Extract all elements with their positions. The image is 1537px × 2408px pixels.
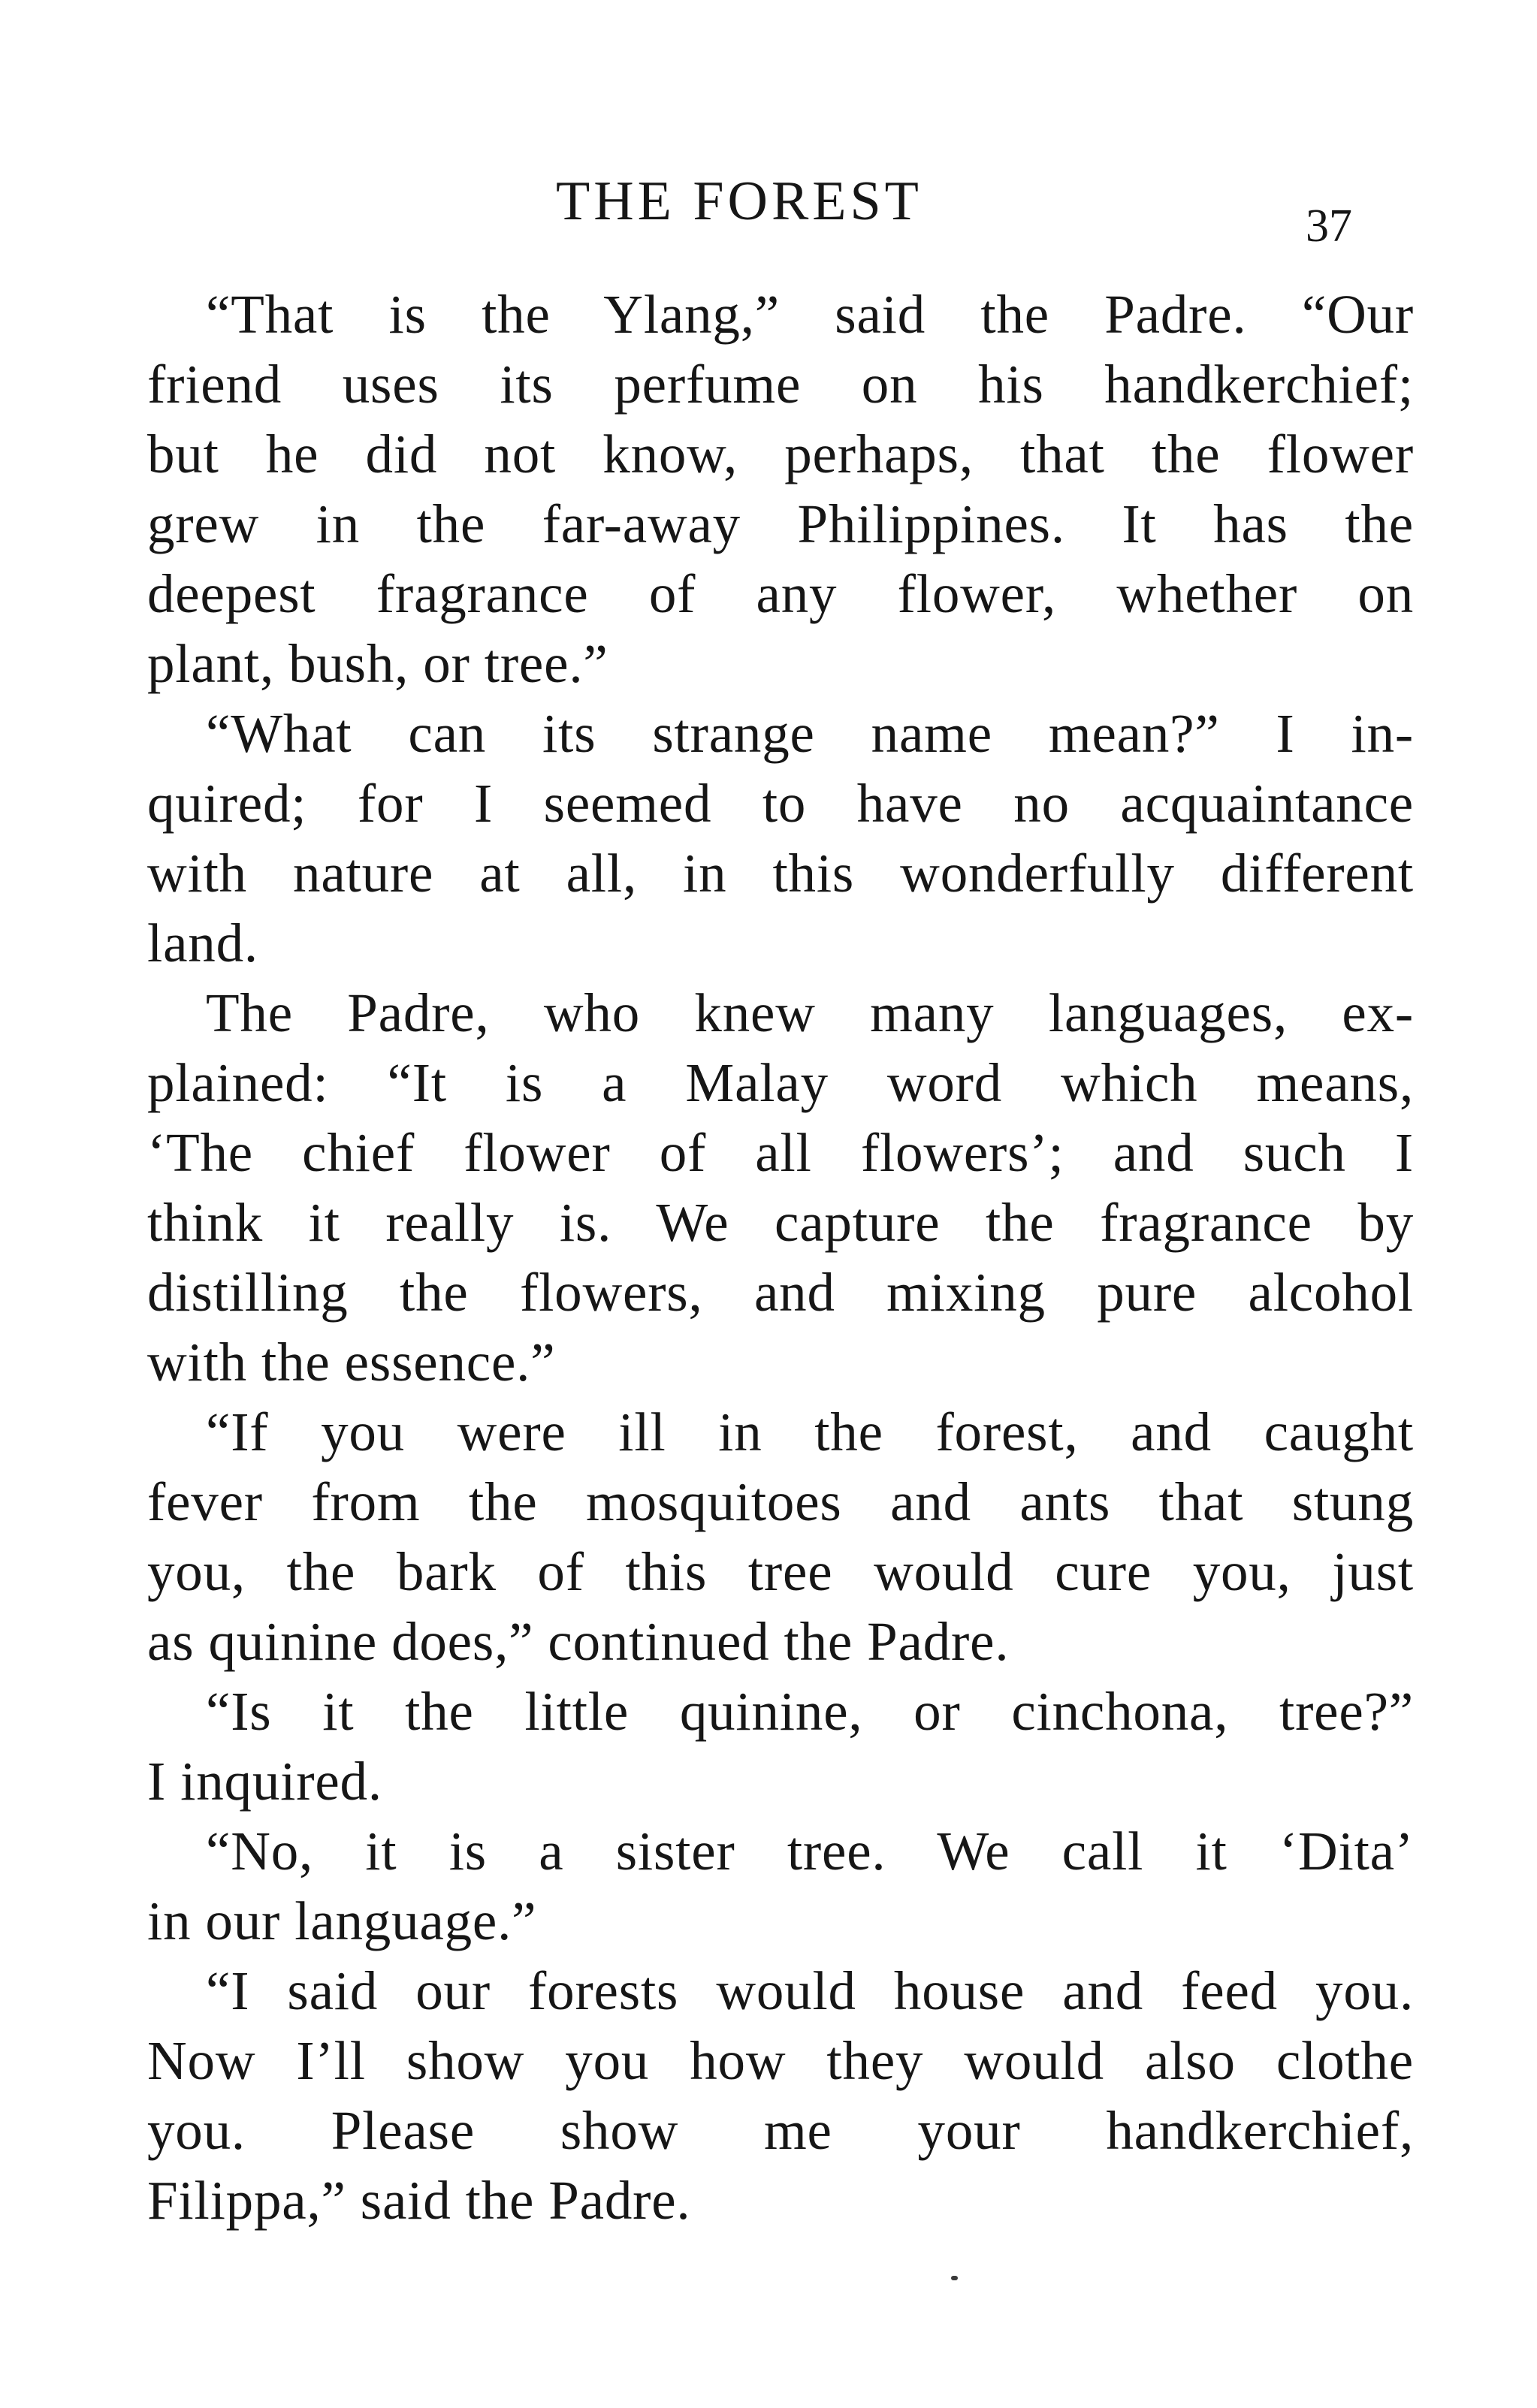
text-line: in our language.”	[147, 1890, 537, 1951]
text-line: fever from the mosquitoes and ants that stung	[147, 1471, 1414, 1532]
text-line: I inquired.	[147, 1751, 382, 1812]
body-text	[147, 279, 1414, 2235]
text-line: with the essence.”	[147, 1332, 556, 1393]
running-title: THE FOREST	[556, 170, 923, 232]
text-line: “That is the Ylang,” said the Padre. “Our	[206, 284, 1414, 345]
text-line: The Padre, who knew many languages, ex-	[206, 982, 1414, 1043]
text-line: you, the bark of this tree would cure you, just	[147, 1541, 1414, 1602]
text-line: but he did not know, perhaps, that the flower	[147, 424, 1414, 484]
text-line: grew in the far-away Philippines. It has the	[147, 493, 1414, 554]
text-line: friend uses its perfume on his handkerchief;	[147, 354, 1414, 415]
text-line: you. Please show me your handkerchief,	[147, 2100, 1414, 2161]
text-line: ‘The chief flower of all flowers’; and such I	[147, 1122, 1414, 1183]
text-line: “What can its strange name mean?” I in-	[206, 703, 1414, 764]
text-line: “No, it is a sister tree. We call it ‘Dita’	[206, 1821, 1414, 1881]
page-number: 37	[1306, 201, 1352, 252]
text-line: deepest fragrance of any flower, whether on	[147, 563, 1414, 624]
running-head	[0, 171, 1537, 261]
printer-mark	[951, 2276, 958, 2280]
text-line: as quinine does,” continued the Padre.	[147, 1611, 1010, 1672]
text-line: Filippa,” said the Padre.	[147, 2170, 691, 2231]
text-line: land.	[147, 913, 258, 973]
text-line: plant, bush, or tree.”	[147, 633, 608, 694]
text-line: with nature at all, in this wonderfully different	[147, 843, 1414, 904]
text-line: “If you were ill in the forest, and caught	[206, 1402, 1414, 1462]
text-line: “Is it the little quinine, or cinchona, tree?”	[206, 1681, 1414, 1742]
text-line: distilling the flowers, and mixing pure alcohol	[147, 1262, 1414, 1323]
text-line: plained: “It is a Malay word which means,	[147, 1052, 1414, 1113]
text-line: think it really is. We capture the fragrance by	[147, 1192, 1414, 1253]
text-line: quired; for I seemed to have no acquaintance	[147, 773, 1414, 834]
text-line: “I said our forests would house and feed you.	[206, 1960, 1414, 2021]
text-line: Now I’ll show you how they would also clothe	[147, 2030, 1414, 2091]
